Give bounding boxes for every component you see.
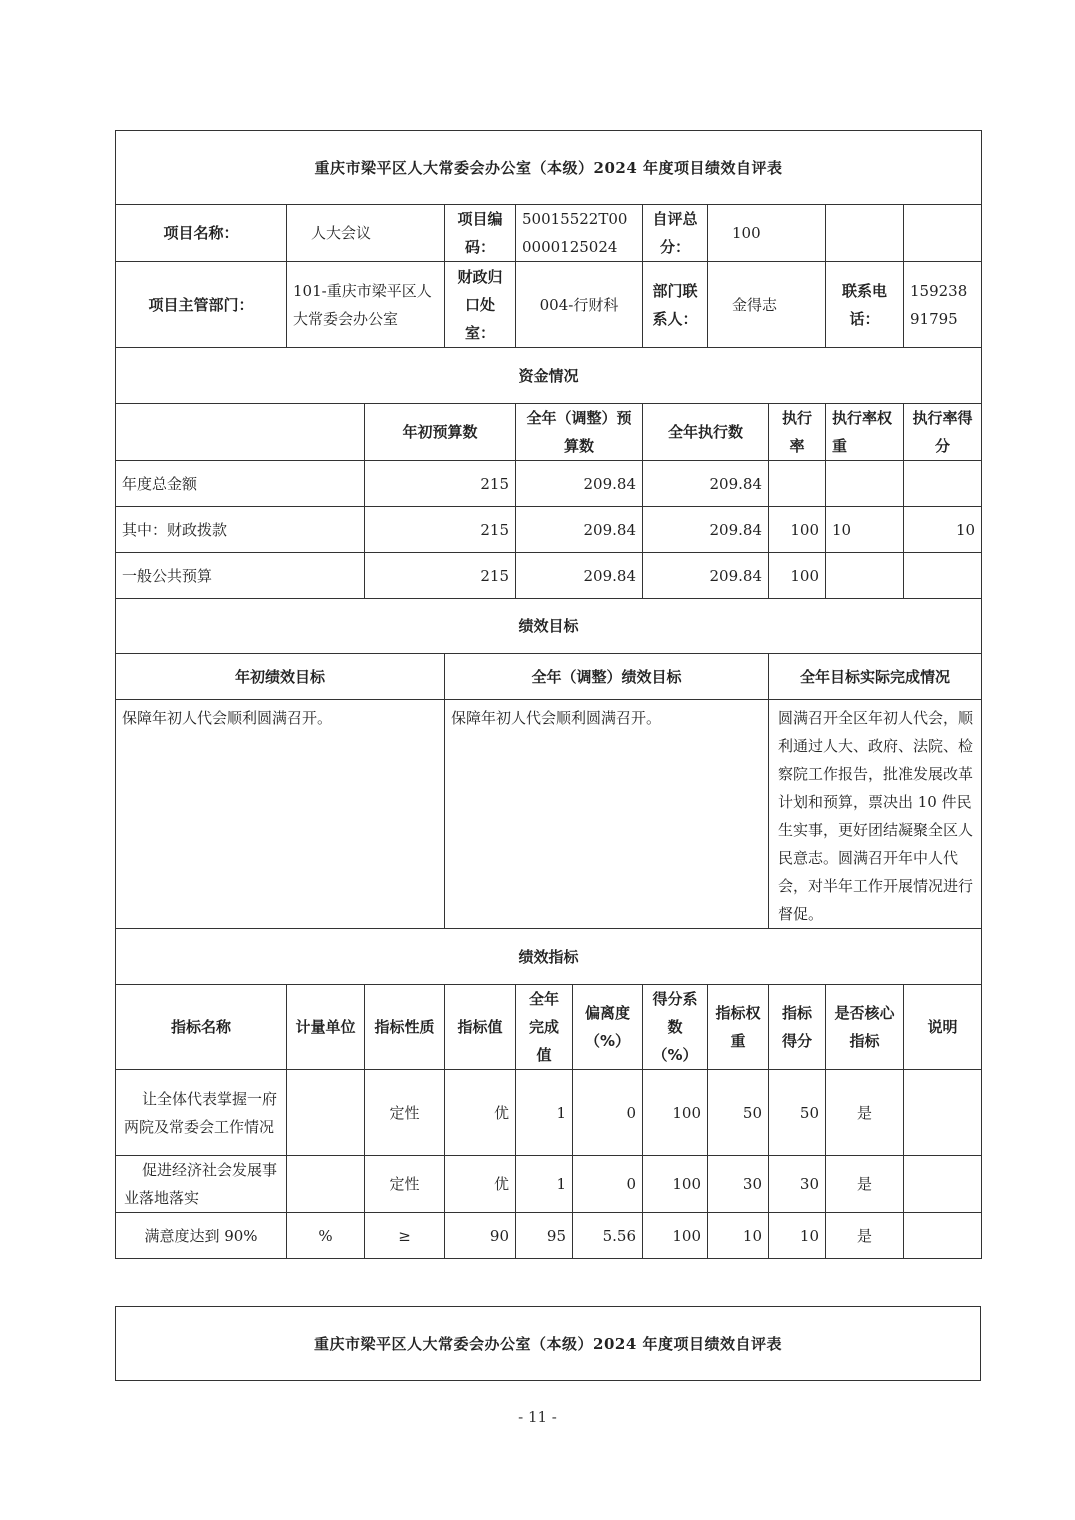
contact-value: 金得志 (708, 262, 826, 348)
ind-row-weight: 10 (708, 1213, 769, 1259)
title-row (116, 131, 982, 205)
funds-header-rate: 执行率 (769, 404, 826, 461)
funds-row-score (904, 461, 982, 507)
finance-value: 004-行财科 (516, 262, 643, 348)
info-row-1 (116, 205, 982, 262)
funds-row-weight (826, 553, 904, 599)
ind-header-value: 指标值 (445, 985, 516, 1070)
page-title: 重庆市梁平区人大常委会办公室（本级）2024 年度项目绩效自评表 (116, 131, 982, 205)
ind-row-value: 优 (445, 1156, 516, 1213)
funds-row-adjusted: 209.84 (516, 507, 643, 553)
ind-row-actual: 1 (516, 1070, 573, 1156)
ind-row-score: 50 (769, 1070, 826, 1156)
info-row-2 (116, 262, 982, 348)
ind-row-unit: % (287, 1213, 365, 1259)
indicators-section-title: 绩效指标 (116, 929, 982, 985)
ind-row-nature: 定性 (365, 1156, 445, 1213)
ind-header-deviation: 偏离度（%） (573, 985, 643, 1070)
dept-value: 101-重庆市梁平区人大常委会办公室 (287, 262, 445, 348)
funds-row-adjusted: 209.84 (516, 461, 643, 507)
self-score-label: 自评总分： (643, 205, 708, 262)
ind-row-actual: 1 (516, 1156, 573, 1213)
funds-row-score: 10 (904, 507, 982, 553)
ind-row-note (904, 1070, 982, 1156)
ind-row-nature: ≥ (365, 1213, 445, 1259)
empty-cell (904, 205, 982, 262)
ind-row-note (904, 1213, 982, 1259)
funds-row-name: 一般公共预算 (116, 553, 365, 599)
goals-content-row (116, 700, 982, 929)
indicator-row (116, 1213, 982, 1259)
funds-header-score: 执行率得分 (904, 404, 982, 461)
ind-row-score: 10 (769, 1213, 826, 1259)
funds-row-name: 其中：财政拨款 (116, 507, 365, 553)
funds-row-weight (826, 461, 904, 507)
empty-cell (826, 205, 904, 262)
goals-section-title: 绩效目标 (116, 599, 982, 654)
funds-section-title: 资金情况 (116, 348, 982, 404)
ind-row-coef: 100 (643, 1213, 708, 1259)
funds-header-initial: 年初预算数 (365, 404, 516, 461)
funds-row-adjusted: 209.84 (516, 553, 643, 599)
next-title-row (116, 1307, 981, 1381)
self-score-value: 100 (708, 205, 826, 262)
ind-row-name: 满意度达到 90% (116, 1213, 287, 1259)
ind-row-value: 优 (445, 1070, 516, 1156)
funds-row-name: 年度总金额 (116, 461, 365, 507)
project-name-value: 人大会议 (287, 205, 445, 262)
funds-section-row (116, 348, 982, 404)
ind-row-unit (287, 1070, 365, 1156)
ind-header-coef: 得分系数（%） (643, 985, 708, 1070)
funds-header-weight: 执行率权重 (826, 404, 904, 461)
ind-header-actual: 全年完成值 (516, 985, 573, 1070)
funds-row-executed: 209.84 (643, 553, 769, 599)
funds-row-rate (769, 461, 826, 507)
goals-actual-text: 圆满召开全区年初人代会，顺利通过人大、政府、法院、检察院工作报告，批准发展改革计划和预算，票决出 10 件民生实事，更好团结凝聚全区人民意志。圆满召开年中人代会，对半年工作开展情况进行督促。 (769, 700, 982, 929)
ind-row-value: 90 (445, 1213, 516, 1259)
ind-row-coef: 100 (643, 1156, 708, 1213)
ind-row-deviation: 0 (573, 1156, 643, 1213)
indicator-row (116, 1070, 982, 1156)
funds-header-executed: 全年执行数 (643, 404, 769, 461)
indicator-row (116, 1156, 982, 1213)
ind-header-name: 指标名称 (116, 985, 287, 1070)
ind-row-score: 30 (769, 1156, 826, 1213)
ind-row-name: 促进经济社会发展事业落地落实 (116, 1156, 287, 1213)
ind-header-nature: 指标性质 (365, 985, 445, 1070)
funds-row (116, 461, 982, 507)
next-table (115, 1306, 981, 1381)
goals-header-row (116, 654, 982, 700)
ind-row-core: 是 (826, 1156, 904, 1213)
funds-row-executed: 209.84 (643, 461, 769, 507)
funds-row-rate: 100 (769, 553, 826, 599)
empty-cell (116, 404, 365, 461)
project-code-value: 50015522T000000125024 (516, 205, 643, 262)
funds-row-initial: 215 (365, 461, 516, 507)
ind-row-weight: 30 (708, 1156, 769, 1213)
ind-row-core: 是 (826, 1070, 904, 1156)
ind-row-deviation: 5.56 (573, 1213, 643, 1259)
funds-row-weight: 10 (826, 507, 904, 553)
goals-header-initial: 年初绩效目标 (116, 654, 445, 700)
funds-row-executed: 209.84 (643, 507, 769, 553)
contact-label: 部门联系人： (643, 262, 708, 348)
ind-header-score: 指标得分 (769, 985, 826, 1070)
ind-header-note: 说明 (904, 985, 982, 1070)
ind-header-core: 是否核心指标 (826, 985, 904, 1070)
ind-header-weight: 指标权重 (708, 985, 769, 1070)
performance-table (115, 130, 982, 1259)
goals-initial-text: 保障年初人代会顺利圆满召开。 (116, 700, 445, 929)
ind-row-core: 是 (826, 1213, 904, 1259)
ind-row-weight: 50 (708, 1070, 769, 1156)
ind-row-coef: 100 (643, 1070, 708, 1156)
ind-row-deviation: 0 (573, 1070, 643, 1156)
funds-row-initial: 215 (365, 507, 516, 553)
project-name-label: 项目名称： (116, 205, 287, 262)
ind-row-nature: 定性 (365, 1070, 445, 1156)
goals-adjusted-text: 保障年初人代会顺利圆满召开。 (445, 700, 769, 929)
phone-label: 联系电话： (826, 262, 904, 348)
goals-header-adjusted: 全年（调整）绩效目标 (445, 654, 769, 700)
ind-row-note (904, 1156, 982, 1213)
ind-row-unit (287, 1156, 365, 1213)
finance-label: 财政归口处室： (445, 262, 516, 348)
funds-row (116, 507, 982, 553)
funds-row-rate: 100 (769, 507, 826, 553)
goals-header-actual: 全年目标实际完成情况 (769, 654, 982, 700)
funds-row-initial: 215 (365, 553, 516, 599)
phone-value: 15923891795 (904, 262, 982, 348)
page-number: - 11 - (518, 1408, 557, 1426)
ind-header-unit: 计量单位 (287, 985, 365, 1070)
funds-header-adjusted: 全年（调整）预算数 (516, 404, 643, 461)
indicators-header-row (116, 985, 982, 1070)
funds-row (116, 553, 982, 599)
indicators-section-row (116, 929, 982, 985)
next-page-title: 重庆市梁平区人大常委会办公室（本级）2024 年度项目绩效自评表 (116, 1307, 981, 1381)
funds-header-row (116, 404, 982, 461)
ind-row-actual: 95 (516, 1213, 573, 1259)
goals-section-row (116, 599, 982, 654)
project-code-label: 项目编码： (445, 205, 516, 262)
dept-label: 项目主管部门： (116, 262, 287, 348)
ind-row-name: 让全体代表掌握一府两院及常委会工作情况 (116, 1070, 287, 1156)
funds-row-score (904, 553, 982, 599)
